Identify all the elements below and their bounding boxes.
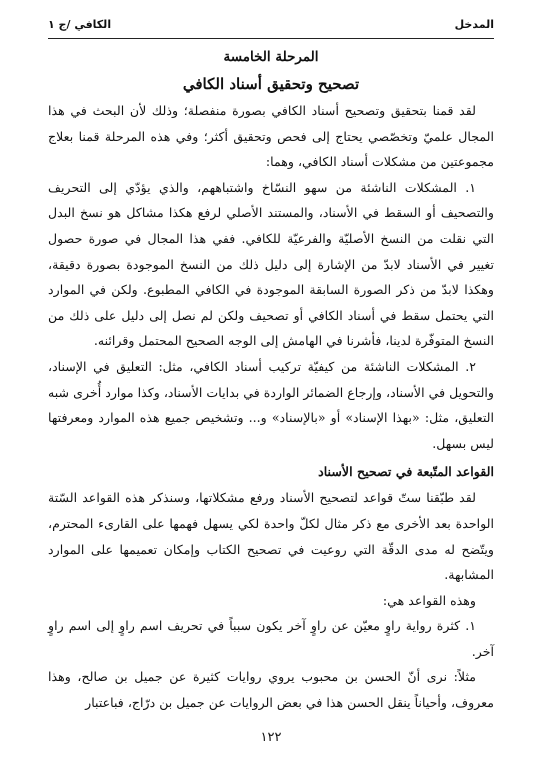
page-number: ١٢٢ xyxy=(260,730,282,745)
header-rule xyxy=(48,38,494,39)
intro-paragraph: لقد قمنا بتحقيق وتصحيح أسناد الكافي بصورة منفصلة؛ وذلك لأن البحث في هذا المجال علميّ وتخصّصي يحتاج إلى فحص وتحقيق أكثر؛ وفي هذه المرحلة قمنا بعلاج مجموعتين من مشكلات أسناد الكافي، وهما: xyxy=(48,103,494,170)
header-book-volume: الكافي /ج ١ xyxy=(48,18,112,31)
running-header xyxy=(48,14,494,36)
stage-heading: المرحلة الخامسة xyxy=(223,49,319,65)
problem-2-paragraph: ٢. المشكلات الناشئة من كيفيّة تركيب أسناد الكافي، مثل: التعليق في الإسناد، والتحويل في الأسناد، وإرجاع الضمائر الواردة في بدايات الأسناد، وكذا موارد أُخرى شبه التعليق، مثل: «بهذا الإسناد» أو «بالإسناد» و... وتشخيص جميع هذه الموارد ومعرفتها ليس بسهل. xyxy=(48,358,494,451)
rule-1-example-paragraph: مثلاً: نرى أنّ الحسن بن محبوب يروي روايات كثيرة عن جميل بن صالح، وهذا معروف، وأحياناً ينقل الحسن هذا في بعض الروايات عن جميل بن درّاج، فباعتبار xyxy=(48,669,494,711)
page-body xyxy=(48,44,494,716)
rule-1-paragraph: ١. كثرة رواية راوٍ معيّن عن راوٍ آخر يكون سبباً في تحريف اسم راوٍ إلى اسم راوٍ آخر. xyxy=(48,618,494,659)
rules-subheading: القواعد المتّبعة في تصحيح الأسناد xyxy=(318,464,494,480)
header-section: المدخل xyxy=(454,18,494,31)
rules-intro-paragraph: لقد طبّقنا ستّ قواعد لتصحيح الأسناد ورفع مشكلاتها، وسنذكر هذه القواعد السّتة الواحدة بعد الأخرى مع ذكر مثال لكلّ واحدة لكي يسهل فهمها على القارىء المحترم، ويتّضح له مدى الدقّة التي روعيت في تصحيح الكتاب وإمكان تعميمها على الموارد المشابهة. xyxy=(48,490,494,583)
problem-1-paragraph: ١. المشكلات الناشئة من سهو النسّاخ واشتباههم، والذي يؤدّي إلى التحريف والتصحيف أو السقط في الأسناد، والمستند الأصلي لرفع هكذا مشاكل هو نسخ البدل التي نقلت من النسخ الأصليّة والفرعيّة للكافي. ففي هذا المجال في صورة حصول تغيير في الأسناد لابدّ من الإشارة إلى دليل ذلك من النسخ الموجودة بصورة دقيقة، وهكذا لابدّ من ذكر الصورة السابقة الموجودة في الكافي المطبوع. ولكن في الموارد التي يحتمل سقط في أسناد الكافي أو تصحيف ولكن لم نصل إلى دليل على ذلك من النسخ المتوفّرة لدينا، فأشرنا في الهامش إلى الوجه الصحيح المحتمل وقرائنه. xyxy=(48,179,494,349)
section-title: تصحيح وتحقيق أسناد الكافي xyxy=(182,75,360,93)
rules-lead-in: وهذه القواعد هي: xyxy=(382,592,476,608)
